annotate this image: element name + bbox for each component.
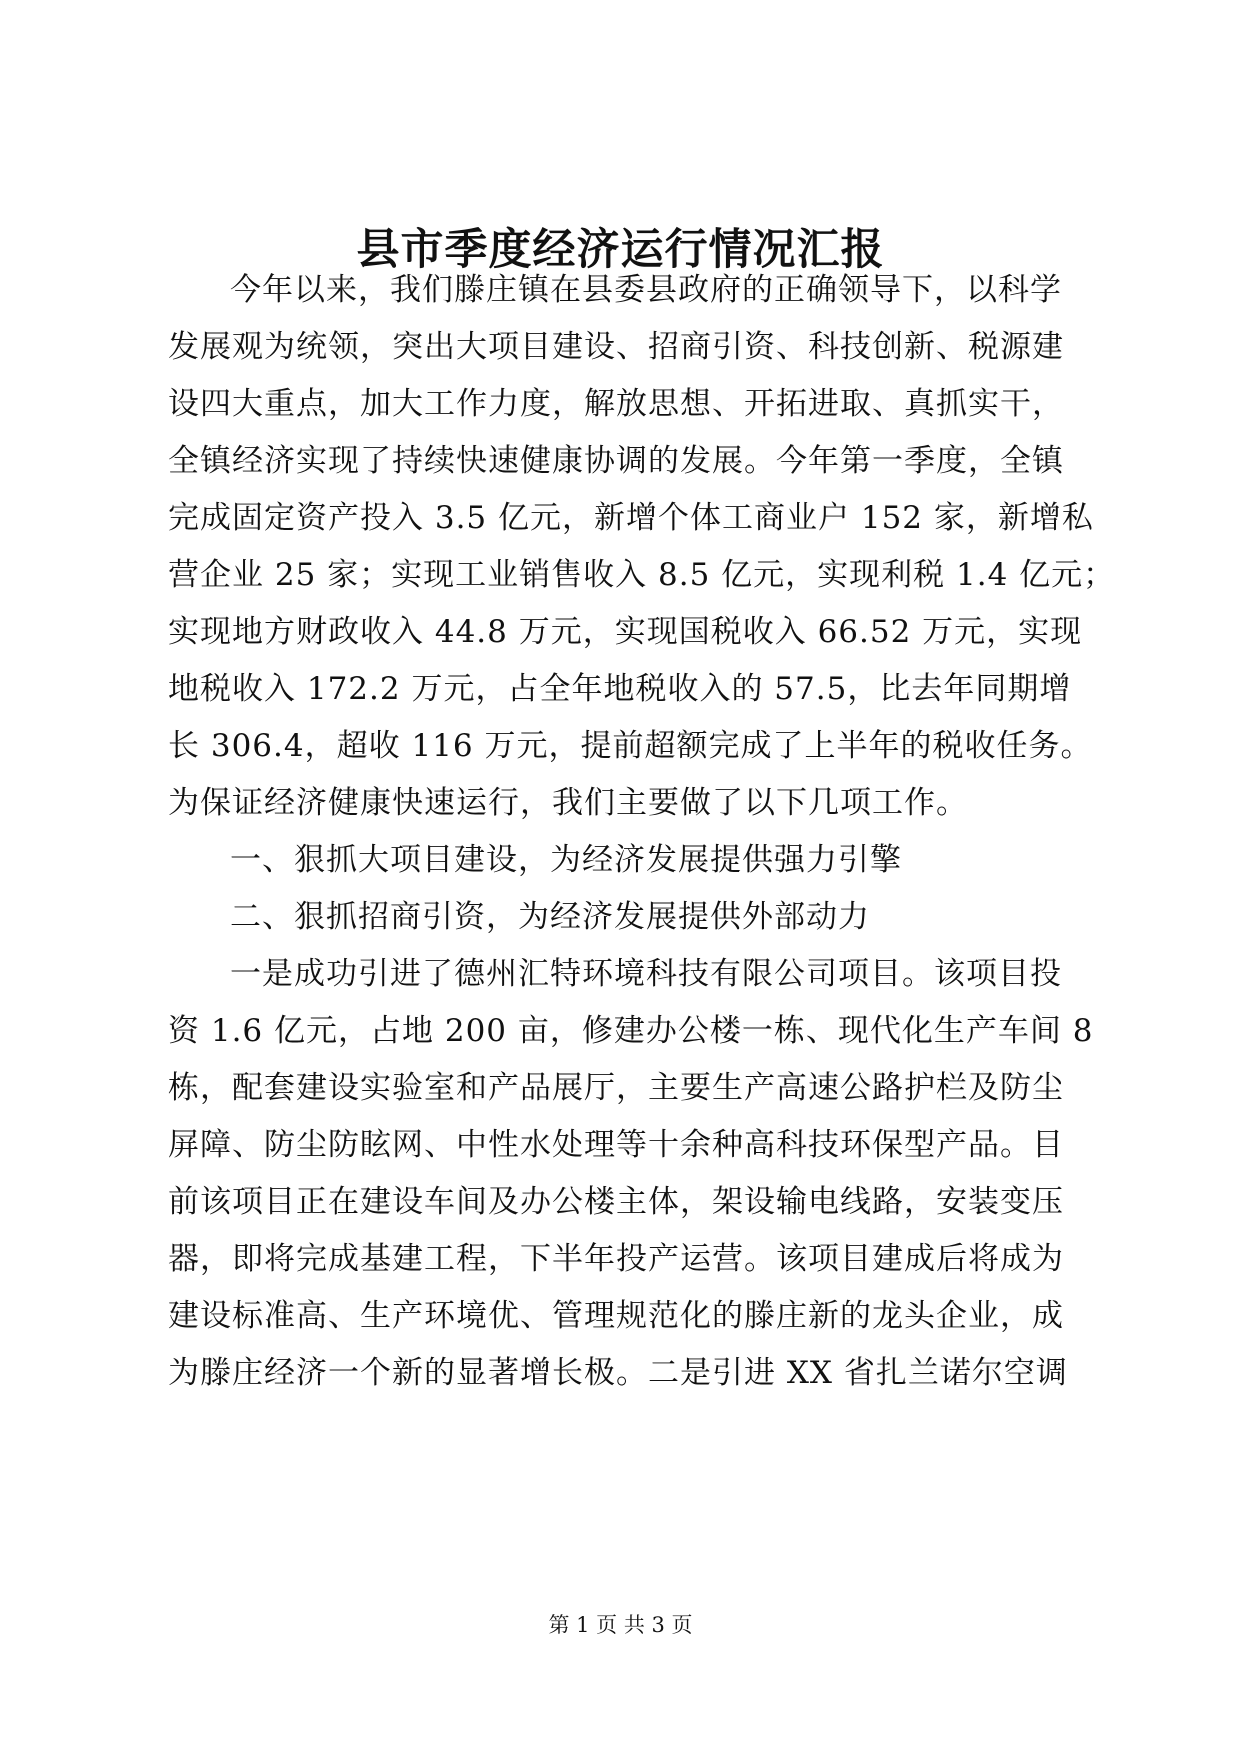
body-line: 设四大重点，加大工作力度，解放思想、开拓进取、真抓实干， bbox=[168, 386, 1064, 422]
body-line: 发展观为统领，突出大项目建设、招商引资、科技创新、税源建 bbox=[168, 329, 1064, 365]
body-line: 营企业 25 家；实现工业销售收入 8.5 亿元，实现利税 1.4 亿元； bbox=[168, 557, 1116, 593]
section-heading: 一、狠抓大项目建设，为经济发展提供强力引擎 bbox=[230, 842, 902, 878]
body-line: 长 306.4，超收 116 万元，提前超额完成了上半年的税收任务。 bbox=[168, 728, 1093, 764]
body-line: 地税收入 172.2 万元，占全年地税收入的 57.5，比去年同期增 bbox=[168, 671, 1072, 707]
body-line: 资 1.6 亿元，占地 200 亩，修建办公楼一栋、现代化生产车间 8 bbox=[168, 1013, 1094, 1049]
body-line: 建设标准高、生产环境优、管理规范化的滕庄新的龙头企业，成 bbox=[168, 1298, 1064, 1334]
body-line: 屏障、防尘防眩网、中性水处理等十余种高科技环保型产品。目 bbox=[168, 1127, 1064, 1163]
page-footer: 第 1 页 共 3 页 bbox=[548, 1613, 693, 1637]
section-heading: 二、狠抓招商引资，为经济发展提供外部动力 bbox=[230, 899, 870, 935]
body-line: 为滕庄经济一个新的显著增长极。二是引进 XX 省扎兰诺尔空调 bbox=[168, 1355, 1068, 1391]
body-line: 一是成功引进了德州汇特环境科技有限公司项目。该项目投 bbox=[230, 956, 1062, 992]
body-line: 栋，配套建设实验室和产品展厅，主要生产高速公路护栏及防尘 bbox=[168, 1070, 1064, 1106]
body-line: 前该项目正在建设车间及办公楼主体，架设输电线路，安装变压 bbox=[168, 1184, 1064, 1220]
body-line: 全镇经济实现了持续快速健康协调的发展。今年第一季度，全镇 bbox=[168, 443, 1064, 479]
body-line: 器，即将完成基建工程，下半年投产运营。该项目建成后将成为 bbox=[168, 1241, 1064, 1277]
body-line: 为保证经济健康快速运行，我们主要做了以下几项工作。 bbox=[168, 785, 968, 821]
document-title: 县市季度经济运行情况汇报 bbox=[356, 225, 885, 275]
body-line: 完成固定资产投入 3.5 亿元，新增个体工商业户 152 家，新增私 bbox=[168, 500, 1094, 536]
body-line: 实现地方财政收入 44.8 万元，实现国税收入 66.52 万元，实现 bbox=[168, 614, 1083, 650]
body-line: 今年以来，我们滕庄镇在县委县政府的正确领导下，以科学 bbox=[230, 272, 1062, 308]
